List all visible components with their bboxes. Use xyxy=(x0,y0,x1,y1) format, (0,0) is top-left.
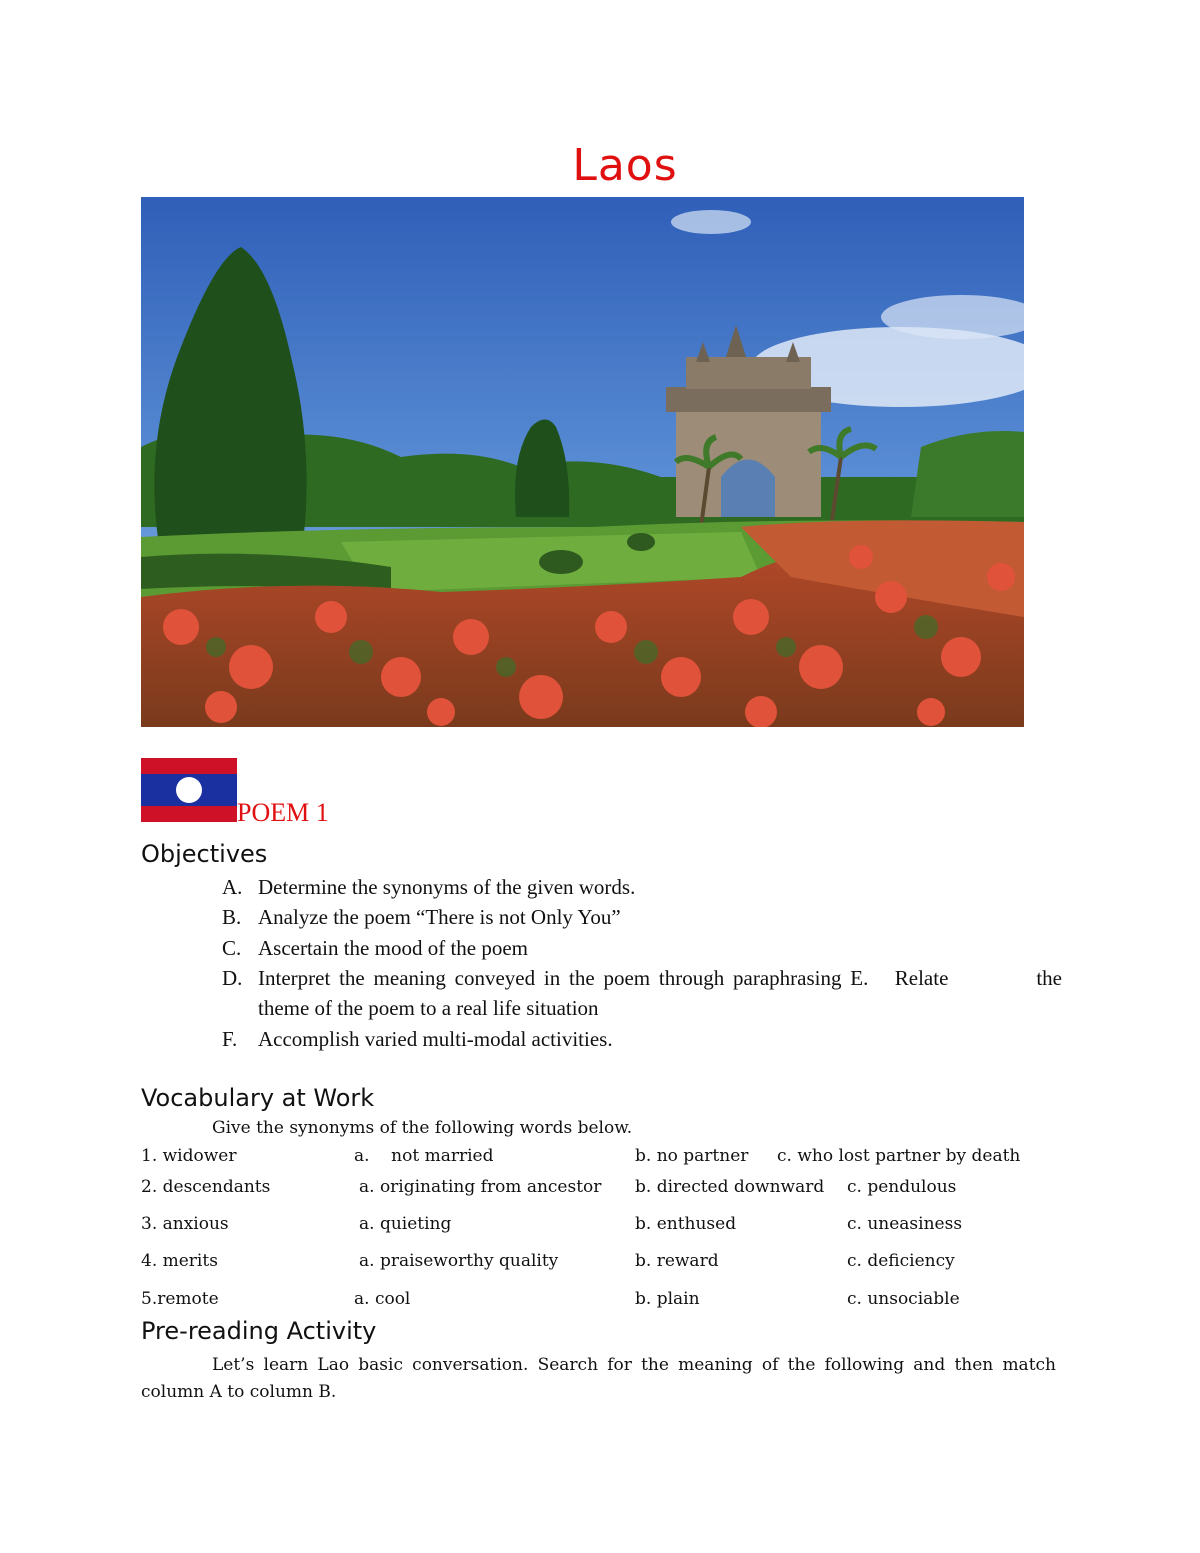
vocabulary-intro: Give the synonyms of the following words below. xyxy=(212,1118,633,1138)
table-row: 5.remote a. cool b. plain c. unsociable xyxy=(141,1289,960,1309)
table-row: 3. anxious a. quieting b. enthused c. uneasiness xyxy=(141,1214,963,1234)
pre-reading-text: Let’s learn Lao basic conversation. Search for the meaning of the following and then match column A to column B. xyxy=(141,1355,1056,1402)
poem-label: POEM 1 xyxy=(237,798,329,827)
pre-reading-heading: Pre-reading Activity xyxy=(141,1317,377,1345)
table-row: 4. merits a. praiseworthy quality b. reward c. deficiency xyxy=(141,1251,955,1271)
patuxai-photo xyxy=(141,197,1024,727)
page-title: Laos xyxy=(572,140,678,191)
table-row: 1. widower a. not married b. no partner c. who lost partner by death xyxy=(141,1146,1021,1166)
laos-flag-icon xyxy=(141,758,237,822)
vocabulary-heading: Vocabulary at Work xyxy=(141,1084,375,1112)
objectives-heading: Objectives xyxy=(141,840,268,868)
table-row: 2. descendants a. originating from ancestor b. directed downward c. pendulous xyxy=(141,1177,957,1197)
